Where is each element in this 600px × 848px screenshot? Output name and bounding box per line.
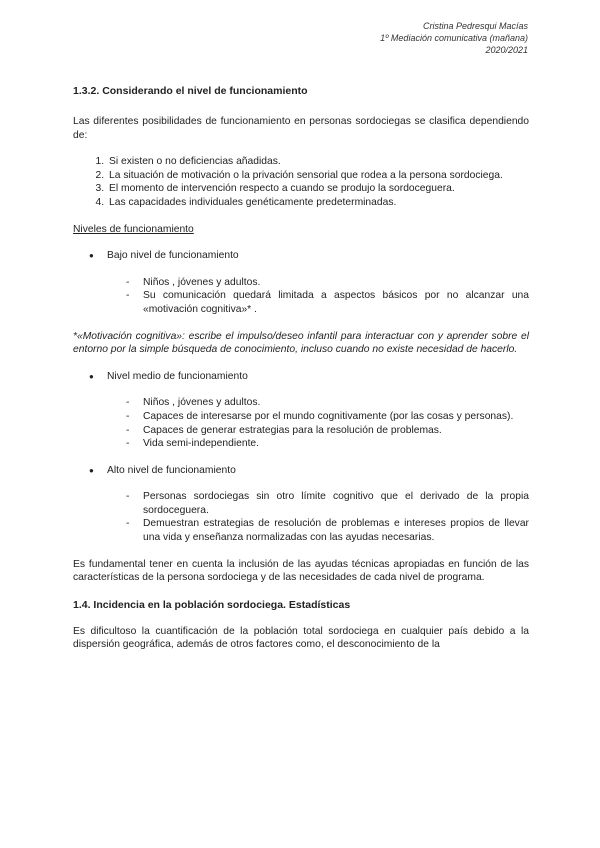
intro-paragraph: Las diferentes posibilidades de funcionamiento en personas sordociegas se clasifica dependiendo de: <box>73 116 529 141</box>
criteria-item: 4. Las capacidades individuales genéticamente predeterminadas. <box>107 196 529 210</box>
list-item: - Capaces de interesarse por el mundo cognitivamente (por las cosas y personas). <box>143 410 529 424</box>
low-level-list <box>73 276 529 317</box>
medium-level-title: ● Nivel medio de funcionamiento <box>73 370 529 384</box>
footnote-motivacion: *«Motivación cognitiva»: escribe el impulso/deseo infantil para interactuar con y aprender sobre el entorno por la simple búsqueda de conocimiento, incluso cuando no existe necesidad de hacerlo. <box>73 330 529 356</box>
conclusion-paragraph: Es fundamental tener en cuenta la inclusión de las ayudas técnicas apropiadas en función de las características de la persona sordociega y de las necesidades de cada nivel de programa. <box>73 558 529 584</box>
criteria-list <box>73 155 529 209</box>
header-year: 2020/2021 <box>485 45 528 55</box>
statistics-paragraph: Es dificultoso la cuantificación de la población total sordociega en cualquier país debido a la dispersión geográfica, además de otros factores como, el desconocimiento de la <box>73 625 529 651</box>
list-item: - Vida semi-independiente. <box>143 437 529 451</box>
high-level-list <box>73 490 529 544</box>
levels-heading: Niveles de funcionamiento <box>73 223 194 235</box>
page-header <box>380 20 528 56</box>
section-title-1-3-2: 1.3.2. Considerando el nivel de funcionamiento <box>73 85 308 97</box>
header-author: Cristina Pedresqui Macías <box>422 21 528 31</box>
list-item: - Personas sordociegas sin otro límite cognitivo que el derivado de la propia sordoceguera. <box>143 490 529 517</box>
list-item: - Niños , jóvenes y adultos. <box>143 276 529 290</box>
low-level-title: ● Bajo nivel de funcionamiento <box>73 249 529 263</box>
document-body <box>73 84 529 652</box>
list-item: - Niños , jóvenes y adultos. <box>143 396 529 410</box>
list-item: - Capaces de generar estrategias para la resolución de problemas. <box>143 424 529 438</box>
criteria-item: 2. La situación de motivación o la privación sensorial que rodea a la persona sordociega. <box>107 169 529 183</box>
medium-level-list <box>73 396 529 450</box>
criteria-item: 1. Si existen o no deficiencias añadidas. <box>107 155 529 169</box>
section-title-1-4: 1.4. Incidencia en la población sordociega. Estadísticas <box>73 598 351 611</box>
high-level-title: ● Alto nivel de funcionamiento <box>73 464 529 478</box>
list-item: - Demuestran estrategias de resolución de problemas e intereses propios de llevar una vida y enseñanza normalizadas con las ayudas necesarias. <box>143 517 529 544</box>
header-course: 1º Mediación comunicativa (mañana) <box>380 33 528 43</box>
list-item: - Su comunicación quedará limitada a aspectos básicos por no alcanzar una «motivación cognitiva»* . <box>143 289 529 316</box>
criteria-item: 3. El momento de intervención respecto a cuando se produjo la sordoceguera. <box>107 182 529 196</box>
